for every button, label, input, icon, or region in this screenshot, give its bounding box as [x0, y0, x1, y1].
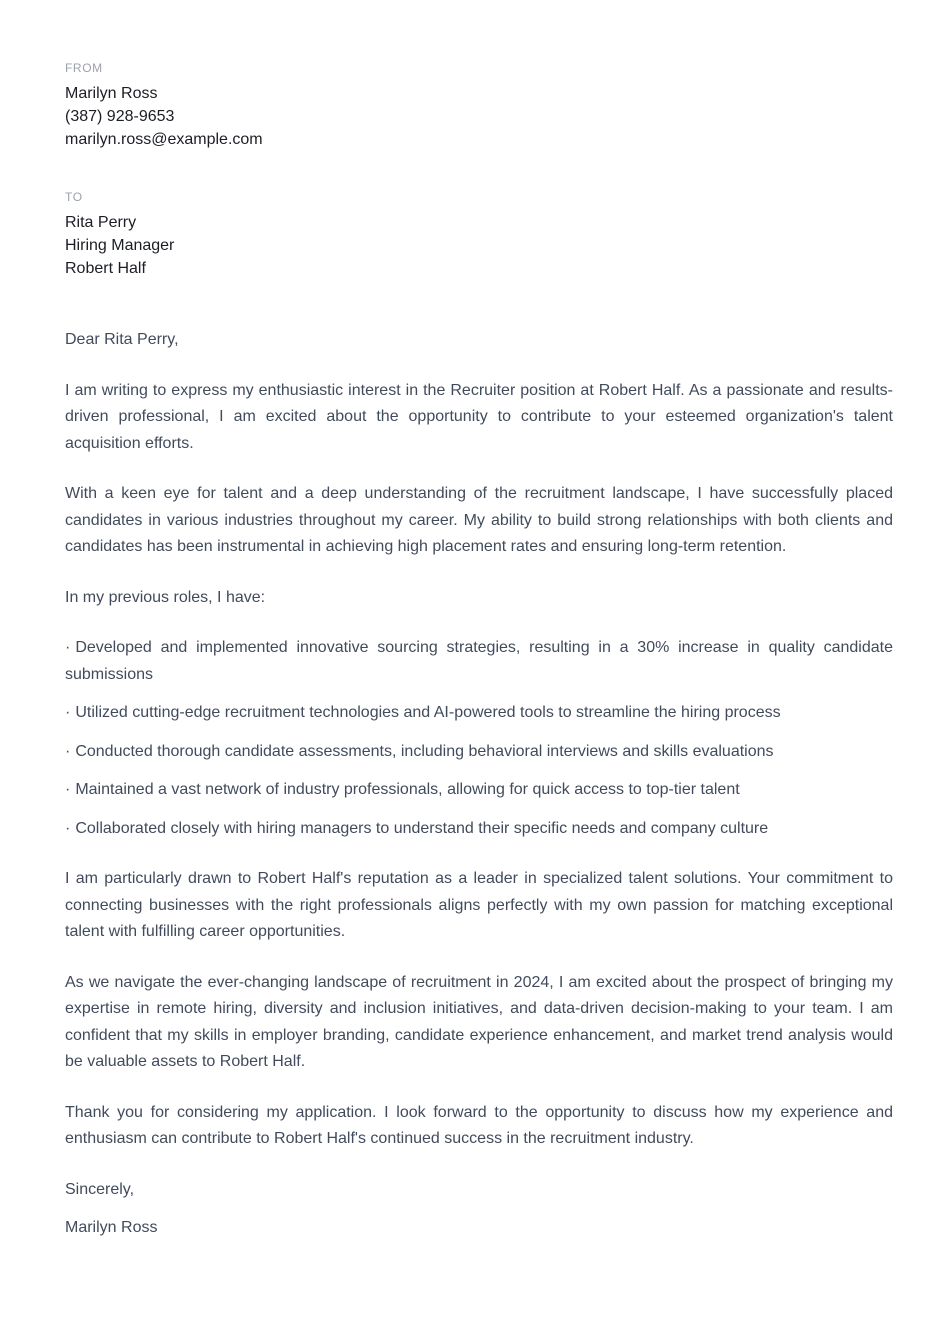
- from-block: [65, 60, 893, 151]
- sender-phone: (387) 928-9653: [65, 108, 175, 125]
- paragraph-intro: I am writing to express my enthusiastic interest in the Recruiter position at Robert Half. As a passionate and results-driven professional, I am excited about the opportunity to contribute to your esteemed organization's talent acquisition efforts.: [65, 381, 893, 452]
- paragraph-2024-trends: As we navigate the ever-changing landscape of recruitment in 2024, I am excited about the prospect of bringing my expertise in remote hiring, diversity and inclusion initiatives, and data-driven decision-making to your team. I am confident that my skills in employer branding, candidate experience enhancement, and market trend analysis would be valuable assets to Robert Half.: [65, 973, 893, 1070]
- paragraph-company-fit: I am particularly drawn to Robert Half's reputation as a leader in specialized talent solutions. Your commitment to connecting businesses with the right professionals aligns perfectly with my own passion for matching exceptional talent with fulfilling career opportunities.: [65, 870, 893, 940]
- bullet-text: Collaborated closely with hiring managers to understand their specific needs and company culture: [75, 819, 769, 837]
- bullet-text: Utilized cutting-edge recruitment technologies and AI-powered tools to streamline the hiring process: [75, 704, 781, 721]
- salutation: Dear Rita Perry,: [65, 331, 179, 348]
- bullet-text: Developed and implemented innovative sourcing strategies, resulting in a 30% increase in quality candidate submissions: [65, 639, 893, 683]
- bullet-marker: ·: [65, 819, 71, 837]
- recipient-role: Hiring Manager: [65, 237, 175, 254]
- from-label: FROM: [65, 61, 103, 75]
- bullet-list: [65, 635, 893, 842]
- bullet-item: [65, 700, 893, 727]
- to-block: [65, 189, 893, 280]
- sender-name: Marilyn Ross: [65, 85, 158, 102]
- bullet-item: [65, 739, 893, 766]
- signoff: Sincerely,: [65, 1180, 135, 1198]
- to-label: TO: [65, 190, 83, 204]
- paragraph-experience: With a keen eye for talent and a deep understanding of the recruitment landscape, I have successfully placed candidates in various industries throughout my career. My ability to build strong relationships with both clients and candidates has been instrumental in achieving high placement rates and ensuring long-term retention.: [65, 485, 893, 555]
- bullet-marker: ·: [65, 742, 71, 760]
- paragraph-thanks: Thank you for considering my application. I look forward to the opportunity to discuss how my experience and enthusiasm can contribute to Robert Half's continued success in the recruitment industry.: [65, 1103, 893, 1147]
- bullet-item: [65, 635, 893, 688]
- bullet-item: [65, 777, 893, 804]
- bullet-marker: ·: [65, 639, 71, 656]
- bullet-marker: ·: [65, 781, 71, 798]
- bullet-marker: ·: [65, 704, 71, 721]
- recipient-name: Rita Perry: [65, 214, 137, 231]
- recipient-company: Robert Half: [65, 260, 146, 277]
- bullet-text: Conducted thorough candidate assessments, including behavioral interviews and skills evaluations: [75, 742, 774, 760]
- letter-content: [65, 60, 893, 1242]
- sender-email: marilyn.ross@example.com: [65, 131, 263, 148]
- paragraph-bullets-intro: In my previous roles, I have:: [65, 588, 266, 606]
- bullet-text: Maintained a vast network of industry professionals, allowing for quick access to top-tier talent: [75, 781, 740, 798]
- signature: Marilyn Ross: [65, 1219, 158, 1236]
- bullet-item: [65, 816, 893, 843]
